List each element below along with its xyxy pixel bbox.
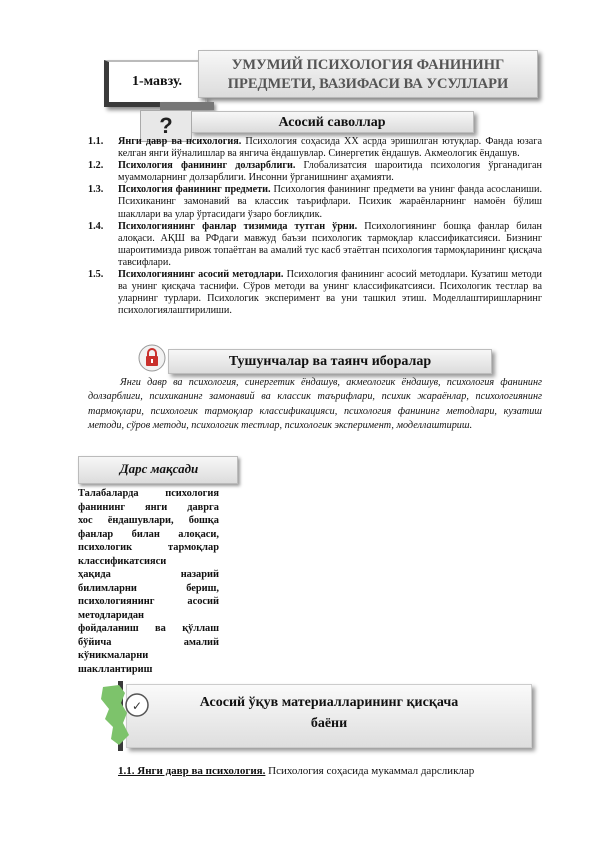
goal-word: методларидан (78, 609, 145, 621)
goal-heading: Дарс мақсади (119, 461, 199, 476)
question-item (88, 184, 542, 220)
concepts-heading: Тушунчалар ва таянч иборалар (228, 354, 432, 369)
topic-label-text: 1-мавзу. (131, 74, 183, 89)
goal-word: амалий (183, 636, 219, 648)
goal-word: алоқаси, (178, 528, 219, 540)
material-banner (126, 684, 532, 748)
question-text (118, 160, 542, 184)
chapter-title-line1: УМУМИЙ ПСИХОЛОГИЯ ФАНИНИНГ (231, 57, 505, 73)
material-first-paragraph (118, 764, 542, 778)
goal-word: фанининг (78, 501, 126, 513)
divider-bar (160, 102, 214, 110)
goal-word: психологик (78, 542, 133, 553)
goal-word: кўникмаларни (78, 650, 149, 661)
goal-line (78, 501, 219, 515)
goal-word: билимларни (78, 582, 137, 594)
goal-line (78, 595, 219, 609)
question-text (118, 269, 542, 317)
goal-word: асосий (187, 596, 219, 607)
question-description: Психология соҳасида ХХ асрда эришилган ютуқлар. Фанда юзага келган янги йўналишлар ва янгича ёндашувлар. Синергетик ёндашув. Акмеологик ёндашув. (118, 136, 542, 160)
goal-word: ёндашувлари, (107, 515, 174, 526)
goal-word: Талабаларда (78, 488, 139, 499)
goal-line (78, 528, 219, 542)
questions-banner (190, 111, 474, 133)
concepts-banner (168, 349, 492, 374)
material-heading-line2: баёни (310, 716, 348, 731)
question-item (88, 221, 542, 269)
goal-word: қўллаш (182, 623, 219, 634)
question-description: Глобализатсия шароитида психология ўрганадиган муаммоларнинг долзарблиги. Инсонни ўрганишнинг аҳамияти. (118, 160, 542, 184)
question-icon-glyph: ? (159, 113, 173, 138)
goal-word: даврга (187, 501, 219, 513)
question-title: Психологиянинг фанлар тизимида тутган ўрни. (118, 220, 358, 232)
question-number: 1.5. (88, 269, 104, 281)
question-text (118, 136, 542, 160)
goal-word: фойдаланиш (78, 623, 139, 634)
svg-text:✓: ✓ (131, 699, 143, 713)
goal-word: классификатсияси (78, 555, 167, 567)
question-number: 1.1. (88, 136, 104, 147)
concepts-text: Янги давр ва психология, синергетик ёндашув, акмеологик ёндашув, психология фанининг долзарблиги, психиканинг замонавий ва классик таърифлари, психик жараёнлар, психологиянинг тармоқлари, психологик тармоқлар классификацияси, психология фанининг методлари, кузатиш методи, сўров методи, психологик тестлар, психологик эксперимент, моделлаштириш. (88, 377, 542, 431)
chapter-title-line2: ПРЕДМЕТИ, ВАЗИФАСИ ВА УСУЛЛАРИ (227, 76, 509, 92)
questions-heading: Асосий саволлар (278, 115, 386, 130)
goal-line (78, 636, 219, 650)
question-title: Психология фанининг долзарблиги. (118, 160, 296, 172)
question-text (118, 221, 542, 269)
goal-word: билан (131, 528, 160, 540)
goal-word: психологиянинг (78, 596, 155, 607)
material-first-text: Психология соҳасида мукаммал дарсликлар (265, 765, 475, 777)
goal-word: ҳақида (78, 569, 111, 580)
goal-line (78, 514, 219, 528)
goal-word: фанлар (78, 528, 114, 540)
question-number: 1.4. (88, 220, 104, 232)
material-heading-line1: Асосий ўқув материалларининг қисқача (199, 695, 459, 710)
question-title: Янги давр ва психология. (118, 136, 242, 147)
goal-line (78, 663, 219, 677)
goal-line (78, 649, 219, 663)
goal-line (78, 568, 219, 582)
questions-list (88, 136, 542, 317)
map-icon (97, 683, 155, 747)
goal-word: шакллантириш (78, 663, 153, 675)
goal-line (78, 541, 219, 555)
goal-text (78, 487, 219, 676)
topic-label (104, 60, 207, 107)
lock-icon (138, 344, 166, 372)
question-text (118, 184, 542, 220)
goal-line (78, 622, 219, 636)
question-number: 1.3. (88, 184, 104, 196)
goal-line (78, 555, 219, 569)
goal-word: янги (144, 501, 168, 513)
question-description: Психология фанининг асосий методлари. Кузатиш методи ва унинг қисқача таснифи. Сўров методи ва унинг классификатсияси. Психологик тестлар ва уларнинг турлари. Психологик эксперимент ва уни ташкил этиш. Моделлаштиришларнинг психологиялаштирилиши. (118, 269, 542, 317)
question-item (88, 269, 542, 317)
question-description: Психология фанининг предмети ва унинг фанда асосланиши. Психиканинг замонавий ва классик таърифлари. Психик жараёнларнинг намоён бўлиш шакллари ва улар ўртасидаги ўзаро боғлиқлик. (118, 184, 542, 220)
question-item (88, 160, 542, 184)
goal-line (78, 487, 219, 501)
goal-word: бўйича (78, 636, 112, 648)
goal-word: бериш, (186, 582, 219, 594)
question-description: Психологиянинг бошқа фанлар билан алоқаси. АҚШ ва РФдаги мавжуд баъзи психологик тармоқлар классификатсияси. Бизнинг шароитимизда ривож топаётган ва амалий тус касб этаётган психология тармоқларининг қисқача тавсифлари. (118, 220, 542, 268)
chapter-title (198, 50, 538, 98)
goal-word: ва (155, 623, 166, 634)
goal-line (78, 609, 219, 623)
question-title: Психология фанининг предмети. (118, 184, 271, 196)
material-first-bold: 1.1. Янги давр ва психология. (118, 765, 266, 777)
goal-word: тармоқлар (168, 542, 219, 553)
goal-word: бошқа (188, 515, 219, 526)
goal-line (78, 582, 219, 596)
goal-word: назарий (180, 569, 219, 580)
question-title: Психологиянинг асосий методлари. (118, 269, 284, 281)
question-item (88, 136, 542, 160)
question-number: 1.2. (88, 160, 104, 172)
goal-word: хос (78, 515, 93, 526)
goal-word: психология (165, 488, 219, 499)
